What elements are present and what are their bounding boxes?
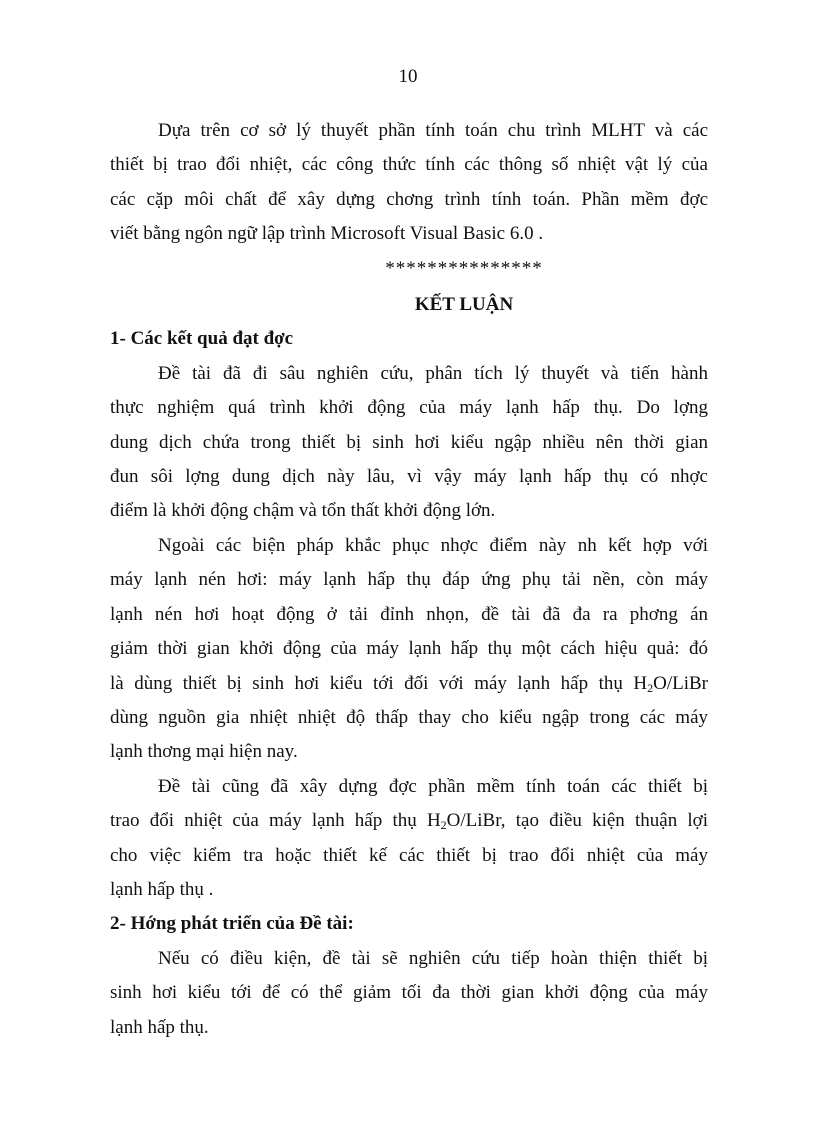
- text-line: dùng nguồn gia nhiệt nhiệt độ thấp thay cho kiểu ngập trong các máy: [110, 706, 708, 728]
- text-line: [110, 667, 708, 701]
- text-line: máy lạnh nén hơi: máy lạnh hấp thụ đáp ứng phụ tải nền, còn máy: [110, 569, 708, 591]
- page-title: KẾT LUẬN: [414, 294, 514, 316]
- text-segment: , tạo điều kiện thuận lợi: [500, 810, 709, 832]
- text-line: điểm là khởi động chậm và tổn thất khởi động lớn.: [110, 500, 496, 522]
- separator: ***************: [385, 257, 543, 279]
- text-line: đun sôi lợng dung dịch này lâu, vì vậy máy lạnh hấp thụ có nhợc: [110, 466, 708, 488]
- text-line: các cặp môi chất để xây dựng chơng trình tính toán. Phần mềm đợc: [110, 188, 708, 210]
- text-line: dung dịch chứa trong thiết bị sinh hơi kiểu ngập nhiều nên thời gian: [110, 431, 708, 453]
- text-line: Đề tài đã đi sâu nghiên cứu, phân tích lý thuyết và tiến hành: [158, 362, 708, 384]
- text-line: Đề tài cũng đã xây dựng đợc phần mềm tính toán các thiết bị: [158, 775, 708, 797]
- text-line: sinh hơi kiểu tới để có thể giảm tối đa thời gian khởi động của máy: [110, 982, 708, 1004]
- text-line: thực nghiệm quá trình khởi động của máy lạnh hấp thụ. Do lợng: [110, 397, 708, 419]
- page-number: 10: [398, 66, 418, 87]
- text-line: lạnh hấp thụ.: [110, 1016, 209, 1038]
- section-heading-development: 2- Hớng phát triển của Đề tài:: [110, 913, 354, 935]
- chemical-formula: $H_2O$/LiBr: [426, 810, 501, 833]
- text-line: Ngoài các biện pháp khắc phục nhợc điểm này nh kết hợp với: [158, 534, 708, 556]
- text-line: Dựa trên cơ sở lý thuyết phần tính toán chu trình MLHT và các: [158, 120, 708, 141]
- intro-paragraph: [110, 114, 708, 252]
- section1-paragraph-2: [110, 529, 708, 770]
- text-line: lạnh hấp thụ .: [110, 878, 214, 900]
- chemical-formula: $H_2O$/LiBr: [633, 672, 709, 695]
- text-line: giảm thời gian khởi động của máy lạnh hấp thụ một cách hiệu quả: đó: [110, 638, 708, 660]
- section1-paragraph-3: [110, 770, 708, 908]
- text-line: lạnh thơng mại hiện nay.: [110, 741, 298, 763]
- section1-paragraph-1: [110, 357, 708, 529]
- text-segment: trao đổi nhiệt của máy lạnh hấp thụ: [110, 810, 417, 832]
- text-line: viết bằng ngôn ngữ lập trình Microsoft Visual Basic 6.0 .: [110, 223, 544, 245]
- text-segment: là dùng thiết bị sinh hơi kiểu tới đối với máy lạnh hấp thụ: [110, 672, 623, 694]
- section-heading-results: 1- Các kết quả đạt đợc: [110, 328, 294, 350]
- document-body: [110, 114, 708, 1045]
- text-line: Nếu có điều kiện, đề tài sẽ nghiên cứu tiếp hoàn thiện thiết bị: [158, 947, 708, 969]
- text-line: thiết bị trao đổi nhiệt, các công thức tính các thông số nhiệt vật lý của: [110, 154, 708, 176]
- text-line: cho việc kiểm tra hoặc thiết kế các thiết bị trao đổi nhiệt của máy: [110, 844, 708, 866]
- text-line: lạnh nén hơi hoạt động ở tải đỉnh nhọn, đề tài đã đa ra phơng án: [110, 603, 708, 625]
- section2-paragraph: [110, 942, 708, 1045]
- text-line: [110, 804, 708, 838]
